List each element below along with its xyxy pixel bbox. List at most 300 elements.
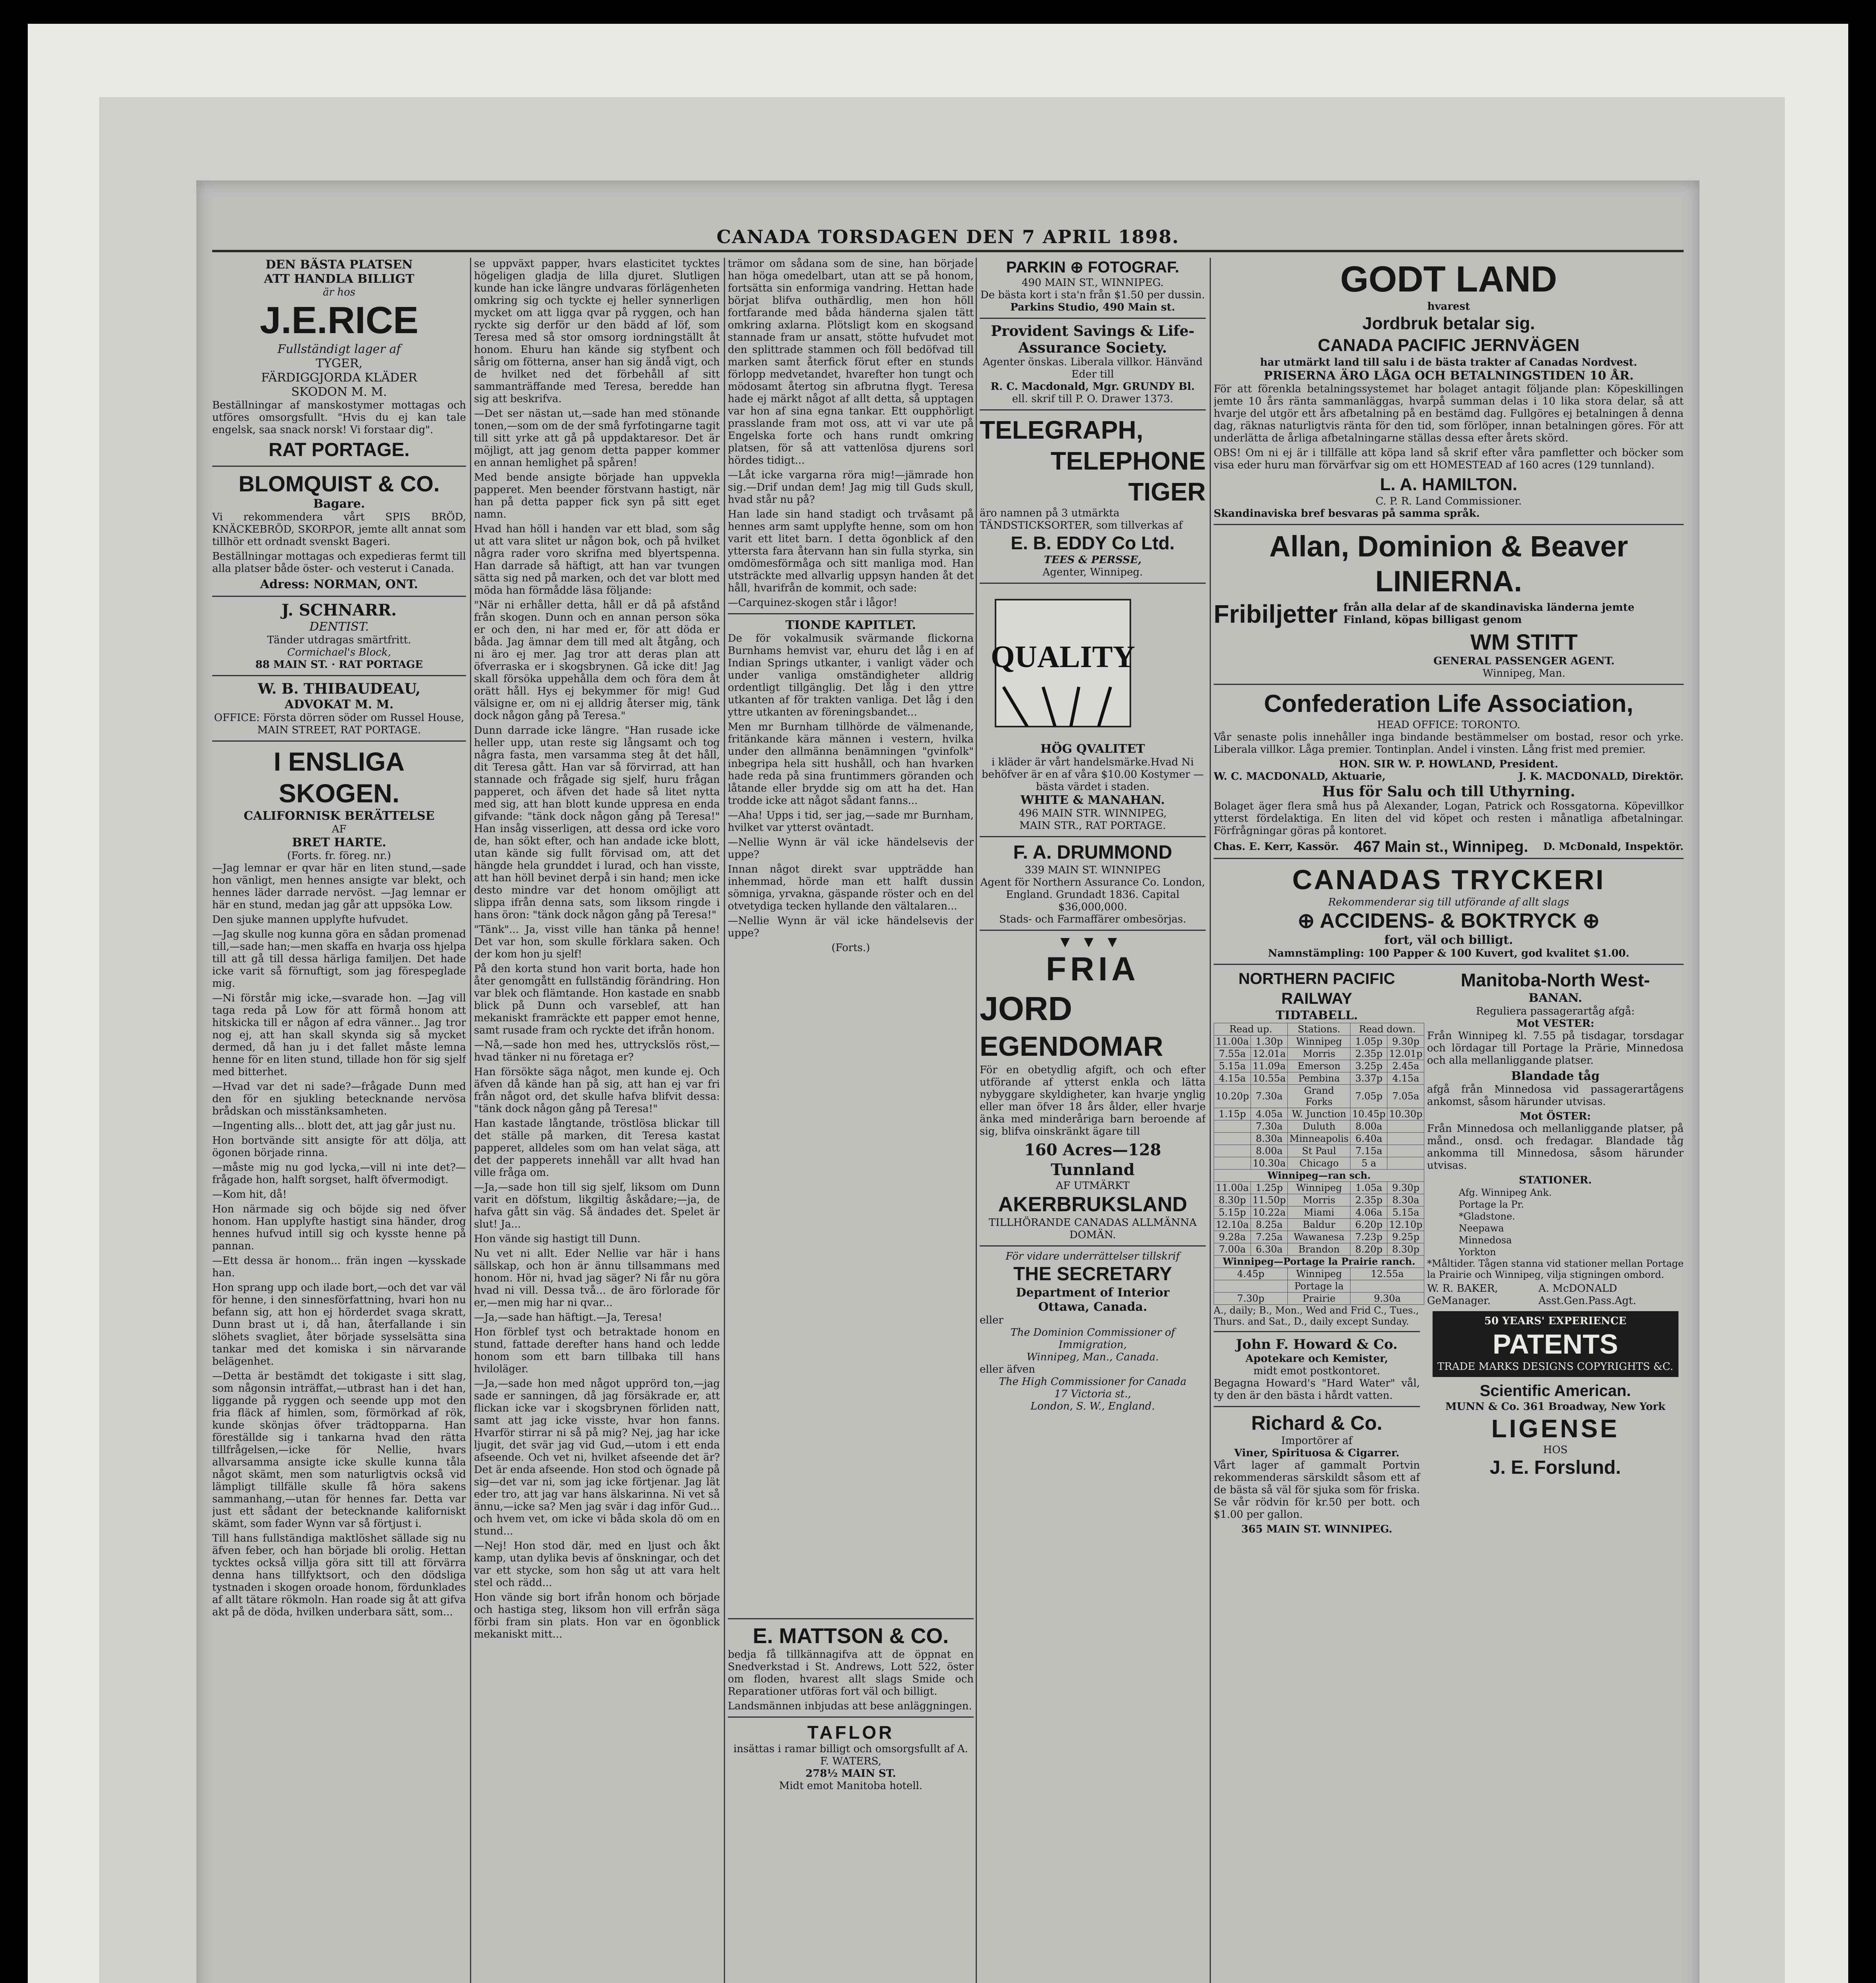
mnw-blandade: Blandade tåg [1511,1069,1600,1083]
timetable-cell: 6.30a [1251,1243,1288,1256]
blomquist-text: Vi rekommendera vårt SPIS BRÖD, KNÄCKEBRÖD, SKORPOR, jemte allt annat som tillhör ett ordnadt svenskt Bageri. [212,511,466,548]
timetable-cell: 9.30a [1350,1293,1424,1305]
timetable-cell: W. Junction [1288,1108,1350,1120]
story-title: I ENSLIGA SKOGEN. [273,747,405,808]
chapter-heading: TIONDE KAPITLET. [785,618,916,632]
divider [728,1716,974,1718]
story-paragraph: Hon sprang upp och ilade bort,—och det var väl för henne, i den sinnesförfattning, hvari hon nu befann sig, att hon ej hörderdet svaga skratt, Dunn brast ut i, då han, återfallande i sin slöhets svagliet, åter började sysselsätta sina tankar med det komiska i sin närvarande belägenhet. [212,1282,466,1367]
divider [980,409,1206,410]
page-header: CANADA TORSDAGEN DEN 7 APRIL 1898. [716,226,1180,247]
domain-text: TILLHÖRANDE CANADAS ALLMÄNNA DOMÄN. [988,1217,1197,1241]
cpr-sub: har utmärkt land till salu i de bästa trakter af Canadas Nordvest. [1260,357,1637,368]
story-paragraph: Han lade sin hand stadigt och trvåsamt på hennes arm samt upplyfte henne, som om hon varit ett litet barn. I detta ögonblick af den yttersta fara återvann han sin fulla styrka, sin omdömesförmåga och sitt manliga mod. Han utsträckte med allvarlig uppsyn handen åt det håll, hvarifrån de kommit, och sade: [728,508,974,594]
acres-line: 160 Acres—128 Tunnland [1024,1141,1161,1179]
hamilton-note: Skandinaviska bref besvaras på samma språk. [1214,508,1480,520]
fribiljetter-word: Fribiljetter [1214,600,1338,628]
rice-item: FÄRDIGGJORDA KLÄDER [261,371,417,385]
scientific-american: Scientific American. [1480,1382,1631,1400]
story-paragraph: "När ni erhåller detta, håll er då på afstånd från skogen. Dunn och en annan person söka er och den, ni har med er, för att döda er båda. Jag ämnar dem till med alt åtgång, och ni äro ej mer. Jag tror att deras plan att öfverraska er i skogsbrynen. Gå icke dit! Jag skall försöka uppehålla dem och föra dem åt orätt håll. Hys ej bekymmer för mig! Gud välsigne er, om ni ej alldrig återser mig, tänk dock någon gång på Teresa." [474,599,720,722]
lower-section [1214,969,1684,1536]
story-continued: (Forts. fr. föreg. nr.) [287,850,391,862]
eddy-name: E. B. EDDY Co Ltd. [1011,533,1175,553]
timetable-cell: 4.15a [1214,1072,1251,1085]
timetable-cell: 8.30p [1387,1243,1424,1256]
mnw-oster-text: Från Minnedosa och mellanliggande platser, på månd., onsd. och fredagar. Blandade tåg ankomma till Minnedosa, såsom härunder utvisas. [1427,1123,1684,1172]
timetable-cell: 7.00a [1214,1243,1251,1256]
timetable-cell: 2.35p [1350,1048,1387,1060]
tryckeri-namnst: Namnstämpling: 100 Papper & 100 Kuvert, god kvalitet $1.00. [1268,947,1630,959]
mnw-station: Portage la Pr. [1459,1199,1524,1210]
accidens-title: ⊕ ACCIDENS- & BOKTRYCK ⊕ [1297,909,1600,932]
conf-director: J. K. MACDONALD, Direktör. [1518,771,1684,782]
fria-text: För en obetydlig afgift, och och efter utförande af ytterst enkla och lätta nybyggare skyldigheter, kan hvarje ynglig eller man öfver 18 års ålder, eller hvarje änka med minderåriga barn beroende af sig, blifva oinskränkt ägare till [980,1064,1206,1137]
np-wp-ran: Winnipeg—ran sch. [1214,1170,1424,1182]
timetable-cell: 4.06a [1350,1206,1387,1219]
blomquist-text2: Beställningar mottagas och expedieras fermt till alla platser både öster- och vesterut i Canada. [212,550,466,575]
divider [980,318,1206,319]
story-paragraph: Hon vände sig hastigt till Dunn. [474,1233,641,1245]
winnipeg-text: Winnipeg, Man., Canada. [1026,1351,1159,1363]
tryckeri-sub: Rekommenderar sig till utförande af allt slags [1328,896,1569,908]
story-paragraph: De för vokalmusik svärmande flickorna Burnhams hemvist var, ehuru det låg i en af Indian Springs utkanter, i vanligt väder och under vanliga omständigheter alldrig ordentligt tillgänglig. Det låg i den yttre utkanten af för trakten vanliga. Det låg i den yttre utkanten av föreningsbandet... [728,633,974,718]
timetable-cell: 5.15a [1387,1206,1424,1219]
timetable-cell [1350,1280,1424,1293]
mnw-macdonald: A. McDONALD Asst.Gen.Pass.Agt. [1538,1283,1636,1307]
np-title: NORTHERN PACIFIC RAILWAY [1238,970,1395,1007]
story-paragraph: På den korta stund hon varit borta, hade hon åter genomgått en fullständig förändring. Hon var blek och flämtande. Hon kastade en snabb blick på Dunn och varseblef, att han mekaniskt framräckte ett papper emot henne, samt rusade fram och ryckte det ifrån honom. [474,963,720,1036]
patents-ad [1433,1311,1678,1377]
divider [212,740,466,742]
thibaudeau-sub: ADVOKAT M. M. [284,698,394,712]
timetable-cell: Pembina [1288,1072,1350,1085]
column-4 [980,258,1206,1983]
story-paragraph: —Det ser nästan ut,—sade han med stönande tonen,—som om de der små fyrfotingarne tagit till sitt yrke att gå på uppdaktaresor. Det är möjligt, att jag genom detta papper kommer en annan hemlighet på spåren! [474,408,720,469]
timetable-cell: Baldur [1288,1219,1350,1231]
drummond-name: F. A. DRUMMOND [1013,842,1172,863]
tryckeri-fort: fort, väl och billigt. [1384,933,1513,947]
timetable-cell: 11.09a [1251,1060,1288,1072]
timetable-cell: 4.05a [1251,1108,1288,1120]
eller-text: eller äfven [980,1364,1036,1375]
tiger-text: äro namnen på 3 utmärkta TÄNDSTICKSORTER, som tillverkas af [980,507,1183,531]
mnw-vester: Mot VESTER: [1516,1018,1594,1030]
telephone-word: TELEPHONE [1050,447,1206,475]
parkin-text: De bästa kort i sta'n från $1.50 per dussin. [980,289,1205,301]
conf-footer [1214,840,1684,854]
story-paragraph: trämor om sådana som de sine, han började han höga omedelbart, utan att se på honom, fortsätta sin enformiga vandring. Hettan hade börjat blifva outhärdlig, men hon höll fortfarande med båda händerna sjalen tätt omkring axlarna. Plötsligt kom en skogsand stannade fram ur ansatt, stötte hufvudet mot den splittrade stammen och föll bedöfvad till marken samt återfick förut efter en stunds förlopp medvetandet, hvarefter hon tungt och mödosamt återtog sin afbrutna flygt. Teresa hade ej märkt något af allt detta, så upptagen var hon af sina egna tankar. Ett oupphörligt prasslande fram mot oss, att vi var ute på Engelska forte och hans rundt omkring platsen, för så att vattenlösa djurens sorl hördes tidigt... [728,258,974,466]
timetable-row [1214,1243,1424,1256]
blomquist-address: Adress: NORMAN, ONT. [260,577,418,591]
timetable-row [1214,1280,1424,1293]
newspaper-page [196,180,1700,1983]
schnarr-sub: DENTIST. [309,620,369,634]
np-tidtabell: TIDTABELL. [1276,1009,1358,1022]
cpr-text2: OBS! Om ni ej är i tillfälle att köpa land så skrif efter våra pamfletter och böcker som visa eder huru man förvärfvar sig om ett HOMESTEAD af 160 acres (129 tunnland). [1214,447,1684,471]
mnw-station: Afg. Winnipeg Ank. [1459,1187,1552,1198]
mnw-station: *Gladstone. [1459,1211,1515,1222]
timetable-cell: 12.10a [1214,1219,1251,1231]
mnw-blandade-text: afgå från Minnedosa vid passagerartågens ankomst, såsom härunder utvisas. [1427,1084,1684,1108]
timetable-cell: 11.50p [1251,1194,1288,1206]
story-author: BRET HARTE. [292,836,386,850]
story-paragraph: —Låt icke vargarna röra mig!—jämrade hon sig.—Drif undan dem! Jag mig till Guds skull, hvad står nu på? [728,469,974,506]
conf-address: 467 Main st., Winnipeg. [1354,838,1529,855]
divider [980,1245,1206,1247]
timetable-cell: 7.30a [1251,1120,1288,1133]
thibaudeau-address: MAIN STREET, RAT PORTAGE. [257,724,421,736]
provident-address: ell. skrif till P. O. Drawer 1373. [1012,393,1174,405]
conf-kerr: Chas. E. Kerr, Kassör. [1214,840,1339,853]
timetable-row [1214,1293,1424,1305]
eddy-sub: TEES & PERSSE, [1044,554,1142,566]
story-paragraph: —Jag lemnar er qvar här en liten stund,—sade hon vänligt, men hennes ansigte var blekt, och hennes läder darrade nervöst. —Jag lemnar er här en stund, medan jag går att uppsöka Low. [212,862,466,911]
london-text: London, S. W., England. [1030,1400,1155,1412]
timetable-cell [1214,1157,1251,1170]
story-paragraph: Dunn darrade icke längre. "Han rusade icke heller upp, utan reste sig långsamt och tog några fasta, men varsamma steg åt det håll, dit Teresa gått. Han var så förvirrad, att han stannade och frågade sig sjelf, huru frågan papperet, och äfven det hade så litet nytta med sig, att han blott kunde uppresa en enda gifvande: "tänk dock någon gång på Teresa!" Han insåg visserligen, att dessa ord icke voro de, han sökt efter, och han andade icke blott, utan kände sig fullt förvisad om, att det hängde hela grunddet i lurad, och han visste, att han höll bevinet derpå i sin hand; men icke desto mindre var det honom omöjligt att slippa ifrån denna sats, som liksom ringde i hans öron: "tänk dock någon gång på Teresa!" [474,725,720,921]
parkin-address: 490 MAIN ST., WINNIPEG. [1021,277,1164,289]
timetable-cell [1214,1145,1251,1157]
jord-word: JORD [980,990,1072,1027]
timetable-cell: Emerson [1288,1060,1350,1072]
story-paragraph: —Ja,—sade hon till sig sjelf, liksom om Dunn varit en döfstum, likgiltig åskådare;—ja, de hafva gått sin väg. Så ändades det. Spelet är slut! Ja... [474,1181,720,1230]
egendomar-word: EGENDOMAR [980,1031,1163,1062]
mnw-oster: Mot ÖSTER: [1520,1110,1591,1122]
conf-inspector: D. McDonald, Inspektör. [1543,840,1684,853]
story-continuation [728,258,974,1614]
np-read-up: Read up. [1214,1023,1288,1036]
timetable-cell: 11.00a [1214,1182,1251,1194]
timetable-cell: Winnipeg [1288,1036,1350,1048]
timetable-row [1214,1036,1424,1048]
timetable-cell: 7.25a [1251,1231,1288,1243]
timetable-cell [1387,1133,1424,1145]
timetable-cell: 8.30a [1251,1133,1288,1145]
schnarr-address: 88 MAIN ST. · RAT PORTAGE [255,659,423,671]
timetable-cell: 8.20p [1350,1243,1387,1256]
story-paragraph: —Ni förstår mig icke,—svarade hon. —Jag vill taga reda på Low för att förmå honom att hitskicka till er någon af edra vänner... Jag tror nog ej, att han skall skynda sig så mycket dermed, då han ju i det fallet måste lemna henne för en liten stund, tillade hon för sig sjelf med bitterhet. [212,992,466,1078]
howard-sub2: midt emot postkontoret. [1253,1365,1380,1377]
mnw-vester-text: Från Winnipeg kl. 7.55 på tisdagar, torsdagar och lördagar till Portage la Prärie, Minnedosa och alla mellanliggande platser. [1427,1030,1684,1066]
linierna-title: LINIERNA. [1375,565,1522,598]
conf-hus: Hus för Salu och till Uthyrning. [1322,783,1575,800]
story-paragraph: Nu vet ni allt. Eder Nellie var här i hans sällskap, och hon är ännu tillsammans med honom. Hör ni, hvad jag säger? Ni får nu göra hvad ni vill. Dessa två... de äro förlorade för er,—men mig har ni qvar... [474,1248,720,1309]
timetable-cell: 1.30p [1251,1036,1288,1048]
mattson-name: E. MATTSON & CO. [753,1624,949,1648]
timetable-row [1214,1194,1424,1206]
timetable-cell: 8.00a [1251,1145,1288,1157]
wm-name: WHITE & MANAHAN. [1020,793,1165,807]
rice-ad-sub: Fullständigt lager af [277,342,401,356]
timetable-cell: Chicago [1288,1157,1350,1170]
story-paragraph: —måste mig nu god lycka,—vill ni inte det?—frågade hon, halft sorgset, halft öfvermodigt. [212,1162,466,1186]
timetable-cell: 7.15a [1350,1145,1387,1157]
hamilton-name: L. A. HAMILTON. [1380,475,1517,494]
story-paragraph: Hon förblef tyst och betraktade honom en stund, fattade derefter hans hand och ledde honom som ett barn tillbaka till hans hviloläger. [474,1326,720,1375]
story-paragraph: —Jag skulle nog kunna göra en sådan promenad till,—sade han;—men skaffa en hvarja oss hjelpa till att gå till dessa härliga familjen. Det hade icke varit så förnuftigt, som jag förespeglade mig. [212,928,466,990]
timetable-cell [1387,1157,1424,1170]
timetable-cell: 8.30p [1214,1194,1251,1206]
howard-text: Begagna Howard's "Hard Water" vål, ty den är den bästa i hårdt vatten. [1214,1377,1420,1402]
richard-name: Richard & Co. [1251,1412,1383,1434]
telegraph-word: TELEGRAPH, [980,416,1143,444]
column-3 [728,258,974,1983]
licens-name: J. E. Forslund. [1490,1457,1621,1478]
timetable-cell: 7.05p [1350,1085,1387,1108]
conf-text2: Bolaget äger flera små hus på Alexander, Logan, Patrick och Rossgatorna. Köpevillkor ytterst fördelaktiga. En liten del vid köpet och resten i månatliga afbetalningar. Förfrågningar göras på kontoret. [1214,800,1684,837]
mnw-stationer: STATIONER. [1519,1174,1592,1186]
timetable-cell [1214,1120,1251,1133]
mnw-note: *Måltider. Tågen stanna vid stationer mellan Portage la Prairie och Winnipeg, vilja stigningen ombord. [1427,1258,1684,1280]
taflor-address: 278½ MAIN ST. [805,1768,896,1780]
story-paragraph: Men mr Burnham tillhörde de välmenande, fritänkande kära männen i vestern, hvilka under den allmänna benämningen "gvinfolk" inbegripa hela sitt hushåll, och han hvarken hade reda på sina fruntimmers göranden och låtande eller brydde sig om att ha det. Han trodde icke att något sådant fanns... [728,721,974,807]
timetable-row [1214,1182,1424,1194]
wm-address2: MAIN STR., RAT PORTAGE. [1019,820,1166,832]
rice-ad-name: J.E.RICE [259,299,419,341]
mattson-text: bedja få tillkännagifva att de öppnat en Snedverkstad i St. Andrews, Lott 522, öster om floden, hvarest allt slags Smide och Reparationer utföras fort väl och billigt. [728,1649,974,1697]
rice-ad-ar: är hos [323,286,355,298]
column-5 [1214,258,1684,1983]
conf-text: Vår senaste polis innehåller inga bindande bestämmelser om bostad, resor och yrke. Liberala villkor. Låga premier. Tontinplan. Andel i vinsten. Lång frist med premier. [1214,731,1684,756]
timetable-cell: 8.30a [1387,1194,1424,1206]
timetable-cell [1214,1280,1288,1293]
story-paragraph: —Detta är bestämdt det tokigaste i sitt slag, som någonsin inträffat,—utbrast han i det han, liggande på ryggen och seende upp mot den fria fläck af himlen, som, förmörkad af rök, kunde skönjas öfver trädtopparna. Han föreställde sig i tankarna hvad den rätta tillfrågelsen,—icke för Nellie, hvars allvarsamma ansigte icke skulle kunna tåla något skämt, men som naturligtvis också vid lämpligt tillfälle skulle få höra sakens sammanhang,—utan för hennes far. Detta var just ett sådant der betecknande kaliforniskt skämt, som fader Wynn var så förtjust i. [212,1370,466,1530]
timetable-row [1214,1231,1424,1243]
timetable-cell: 10.30a [1251,1157,1288,1170]
divider [1214,1331,1420,1332]
schnarr-block: Cormichael's Block, [287,646,391,658]
timetable-cell: Morris [1288,1194,1350,1206]
mnw-title: Manitoba-North West- [1460,970,1650,990]
rice-ad-headline2: ATT HANDLA BILLIGT [264,272,414,286]
divider [1214,858,1684,859]
parkin-name: PARKIN ⊕ FOTOGRAF. [1006,259,1180,276]
drummond-address: 339 MAIN ST. WINNIPEG [1024,864,1161,876]
taflor-text: insättas i ramar billigt och omsorgsfullt af A. F. WATERS, [733,1743,968,1767]
story-paragraph: —Nellie Wynn är väl icke händelsevis der uppe? [728,915,974,939]
munn-address: MUNN & Co. 361 Broadway, New York [1445,1401,1665,1413]
np-stations: Stations. [1288,1023,1350,1036]
timetable-cell: Prairie [1288,1293,1350,1305]
timetable-cell: 6.20p [1350,1219,1387,1231]
timetable-cell: 7.30a [1251,1085,1288,1108]
divider [212,596,466,597]
timetable-cell: 1.05a [1350,1182,1387,1194]
divider [980,836,1206,837]
divider [1214,964,1684,965]
timetable-cell: Miami [1288,1206,1350,1219]
timetable-cell: 7.30p [1214,1293,1288,1305]
divider [1214,1406,1420,1407]
story-paragraph: —Carquinez-skogen står i lågor! [728,597,898,609]
timetable-row [1214,1145,1424,1157]
timetable-cell: 11.00a [1214,1036,1251,1048]
hamilton-sub: C. P. R. Land Commissioner. [1375,495,1522,507]
divider [1214,684,1684,685]
divider [980,583,1206,584]
godt-land-title: GODT LAND [1340,259,1557,299]
timetable-cell: 10.20p [1214,1085,1251,1108]
story-subtitle: CALIFORNISK BERÄTTELSE [244,809,435,823]
timetable-cell: 4.45p [1214,1268,1288,1280]
dept-text: Department of Interior [1016,1286,1170,1300]
eddy-agent: Agenter, Winnipeg. [1042,566,1143,578]
timetable-cell: 1.25p [1251,1182,1288,1194]
timetable-cell: 5 a [1350,1157,1387,1170]
story-paragraph: —Ingenting alls... blott det, att jag går just nu. [212,1120,456,1132]
timetable-cell: Wawanesa [1288,1231,1350,1243]
cpr-text: För att förenkla betalningssystemet har bolaget antagit följande plan: Köpeskillingen jemte 10 års ränta sammanläggas, hvarpå summan delas i 10 lika stora delar, så att hvarje del utgör ett års afbetalning på en bestämd dag. Fullgöres ej betalningen å denna dag, räknas naturligtvis ränta för den tid, som förlöper, innan betalningen göres. För att underlätta de årliga afbetalningarne ställas dessa efter årets skörd. [1214,383,1684,444]
allan-title: Allan, Dominion & Beaver [1269,530,1628,563]
timetable-row [1214,1206,1424,1219]
np-timetable [1214,1023,1424,1305]
timetable-cell: Grand Forks [1288,1085,1350,1108]
timetable-cell: 4.15a [1387,1072,1424,1085]
story-paragraph: —Ett dessa är honom... frän ingen —kysskade han. [212,1255,466,1279]
timetable-row [1214,1219,1424,1231]
np-portage: Winnipeg—Portage la Prairie ranch. [1214,1256,1424,1268]
timetable-cell: Portage la [1288,1280,1350,1293]
mnw-station: Neepawa [1459,1223,1504,1234]
victoria-text: 17 Victoria st., [1054,1388,1131,1400]
story-forts: (Forts.) [831,942,870,954]
story-paragraph: Hvad han höll i handen var ett blad, som såg ut att vara slitet ur någon bok, och på hvilket några rader voro skrifna med blyertspenna. Han darrade så häftigt, att han var tvungen sätta sig ned på marken, och det var blott med möda han förmådde läsa följande: [474,523,720,596]
quality-title: HÖG QVALITET [1040,742,1145,756]
stitt-name: WM STITT [1470,629,1578,654]
story-paragraph: Hon bortvände sitt ansigte för att dölja, att ögonen började rinna. [212,1135,466,1159]
provident-agent: R. C. Macdonald, Mgr. GRUNDY Bl. [990,381,1195,393]
story-paragraph: —Ja,—sade han häftigt.—Ja, Teresa! [474,1312,662,1323]
mnw-station-list [1427,1187,1684,1258]
timetable-cell: Brandon [1288,1243,1350,1256]
timetable-cell: Winnipeg [1288,1268,1350,1280]
story-paragraph: Hon närmade sig och böjde sig ned öfver honom. Han upplyfte hastigt sina händer, drog hennes hufvud intill sig och kysste henne på pannan. [212,1203,466,1252]
patents-years: 50 YEARS' EXPERIENCE [1484,1315,1627,1327]
timetable-cell: 10.30p [1387,1108,1424,1120]
stitt-address: Winnipeg, Man. [1483,667,1565,679]
quality-text: i kläder är vårt handelsmärke.Hvad Ni behöfver är en af våra $10.00 Kostymer — bästa värdet i staden. [981,756,1204,793]
taflor-title: TAFLOR [807,1722,894,1743]
story-paragraph: —Hvad var det ni sade?—frågade Dunn med den för en sjukling betecknande nervösa brådskan och misstänksamheten. [212,1081,466,1117]
ottawa-text: Ottawa, Canada. [1038,1300,1147,1314]
timetable-row [1214,1072,1424,1085]
eller-text: eller [980,1314,1003,1326]
story-paragraph: —Nej! Hon stod där, med en ljust och åkt kamp, utan dylika bevis af önskningar, och det var ett stycke, som hon såg ut att vara helt stel och rädd... [474,1540,720,1589]
thibaudeau-text: OFFICE: Första dörren söder om Russel House, [214,712,464,724]
timetable-cell: 9.28a [1214,1231,1251,1243]
commissioner-text: The Dominion Commissioner of Immigration, [1010,1327,1175,1351]
story-paragraph: —Aha! Upps i tid, ser jag,—sade mr Burnham, hvilket var ytterst oväntadt. [728,809,974,834]
timetable-cell [1214,1133,1251,1145]
conf-office: HEAD OFFICE: TORONTO. [1377,719,1520,731]
timetable-row [1214,1108,1424,1120]
vidare-text: För vidare underrättelser tillskrif [1005,1250,1180,1262]
timetable-cell: 1.15p [1214,1108,1251,1120]
timetable-cell: 6.40a [1350,1133,1387,1145]
story-paragraph: Hon vände sig bort ifrån honom och började och hastiga steg, liksom hon vill erfrån säga förbi fram sin plats. Hon var en ögonblick mekaniskt mitt... [474,1592,720,1640]
story-paragraph: Han kastade långtande, tröstlösa blickar till det ställe på marken, dit Teresa kastat papperet, alldeles som om han velat säga, att det der papperets innehåll var allt hvad han ville fråga om. [474,1118,720,1179]
rice-ad-text: Beställningar af manskostymer mottagas och utföres omsorgsfullt. "Hvis du ej kan tale engelsk, saa snack norsk! Vi forstaar dig". [212,399,466,436]
story-paragraph: Till hans fullständiga maktlöshet sällade sig nu äfven feber, och han började bli orolig. Hettan tycktes också villja göra sitt till att förvärra denna hans tillfyktsort, och den dödsliga tystnaden i skogen oroade honom, fördunklades af allt tätare rökmoln. Han roade sig åt att gifva akt på de döda, hvilken underbara sätt, som... [212,1532,466,1618]
af-utmarkt: AF UTMÄRKT [1055,1180,1130,1192]
story-paragraph: Med bende ansigte började han uppvekla papperet. Men beender förstvann hastigt, när han på detta papper fick syn på sitt eget namn. [474,472,720,520]
taflor-address2: Midt emot Manitoba hotell. [779,1780,923,1792]
conf-actuary: W. C. MACDONALD, Aktuarie, [1214,771,1386,782]
timetable-cell: 3.37p [1350,1072,1387,1085]
mnw-baker: W. R. BAKER, GeManager. [1427,1283,1498,1307]
divider [728,1618,974,1619]
parkin-studio: Parkins Studio, 490 Main st. [1010,301,1175,313]
timetable-cell: 8.25a [1251,1219,1288,1231]
richard-text: Vårt lager af gammalt Portvin rekommenderas särskildt såsom ett af de bästa så väl för sjuka som för friska. Se vår rödvin för kr.50 per bott. och $1.00 per gallon. [1214,1459,1420,1521]
tiger-word: TIGER [1128,478,1206,506]
secretary-title: THE SECRETARY [1013,1264,1172,1285]
timetable-cell: 12.01a [1251,1048,1288,1060]
timetable-cell: 9.25p [1387,1231,1424,1243]
patents-sub: TRADE MARKS DESIGNS COPYRIGHTS &C. [1437,1361,1673,1373]
timetable-cell: 2.35p [1350,1194,1387,1206]
thibaudeau-name: W. B. THIBAUDEAU, [258,681,420,697]
timetable-cell: St Paul [1288,1145,1350,1157]
mnw-railway-column [1427,969,1684,1536]
timetable-cell: 12.55a [1350,1268,1424,1280]
timetable-cell: 7.55a [1214,1048,1251,1060]
divider [212,675,466,676]
column-divider [976,258,977,1983]
timetable-cell: 5.15a [1214,1060,1251,1072]
column-divider [1210,258,1211,1983]
np-note: A., daily; B., Mon., Wed and Frid C., Tues., Thurs. and Sat., D., daily except Sunday. [1214,1305,1419,1327]
quality-word: QUALITY [990,639,1136,674]
conf-title: Confederation Life Association, [1264,690,1634,717]
wm-address: 496 MAIN STR. WINNIPEG, [1019,807,1167,819]
column-2 [474,258,720,1983]
drummond-text2: Stads- och Farmaffärer ombesörjas. [999,913,1186,925]
high-commissioner: The High Commissioner for Canada [999,1376,1187,1388]
patents-word: PATENTS [1492,1329,1618,1360]
story-paragraph: Han försökte säga något, men kunde ej. Och äfven då kände han på sig, att han ej var fri från något ord, det skulle hafva blifvit dessa: "tänk dock någon gång på Teresa!" [474,1066,720,1115]
timetable-cell: 9.30p [1387,1036,1424,1048]
timetable-cell: 7.05a [1387,1085,1424,1108]
mnw-station: Minnedosa [1459,1235,1512,1246]
timetable-cell: 3.25p [1350,1060,1387,1072]
story-paragraph: "Tänk"... Ja, visst ville han tänka på henne! Det var hon, som skulle förklara saken. Och der kom hon ju sjelf! [474,924,720,960]
story-paragraph: se uppväxt papper, hvars elasticitet tycktes högeligen gladja de lilla djuret. Slutligen kunde han icke längre undvaras förlägenheten omkring sig och tyckte ej heller synnerligen mycket om att ligga qvar på ryggen, och han ryckte sig derför ur den bädd af löf, som Teresa med så stor omsorg iordningställt åt honom. Ehuru han kände sig styfbent och sårig om fötterna, anser han sig ändå vigt, och de hvilket ned det förbehåll af sitt sammanträffande med Teresa, beredde han sig att beskrifva. [474,258,720,405]
column-divider [724,258,725,1983]
divider [1214,524,1684,525]
mattson-text2: Landsmännen inbjudas att bese anläggningen. [728,1700,972,1712]
godt-land-hvarest: hvarest [1427,301,1470,313]
timetable-cell: Winnipeg [1288,1182,1350,1194]
mnw-reg: Reguliera passagerartåg afgå: [1476,1005,1635,1017]
divider [980,930,1206,931]
rice-item: SKODON M. M. [291,385,387,399]
jordbruk-line: Jordbruk betalar sig. [1362,314,1535,333]
schnarr-name: J. SCHNARR. [281,601,397,619]
timetable-row [1214,1268,1424,1280]
cpr-title: CANADA PACIFIC JERNVÄGEN [1318,336,1580,355]
timetable-cell: 7.23p [1350,1231,1387,1243]
story-paragraph: Innan något direkt svar uppträdde han inhemmad, hörde man ett halft dussin sömniga, yrvakna, gäspande röster och en del otvetydiga tecken hyllande den vältalaren... [728,863,974,912]
timetable-cell: 9.30p [1387,1182,1424,1194]
conf-officers [1214,771,1684,783]
conf-president: HON. SIR W. P. HOWLAND, President. [1339,758,1558,770]
timetable-cell: Duluth [1288,1120,1350,1133]
timetable-cell: 8.00a [1350,1120,1387,1133]
divider [728,613,974,614]
story-paragraph: —Nellie Wynn är väl icke händelsevis der uppe? [728,836,974,861]
timetable-cell: Minneapolis [1288,1133,1350,1145]
story-paragraph: —Kom hit, då! [212,1189,287,1201]
